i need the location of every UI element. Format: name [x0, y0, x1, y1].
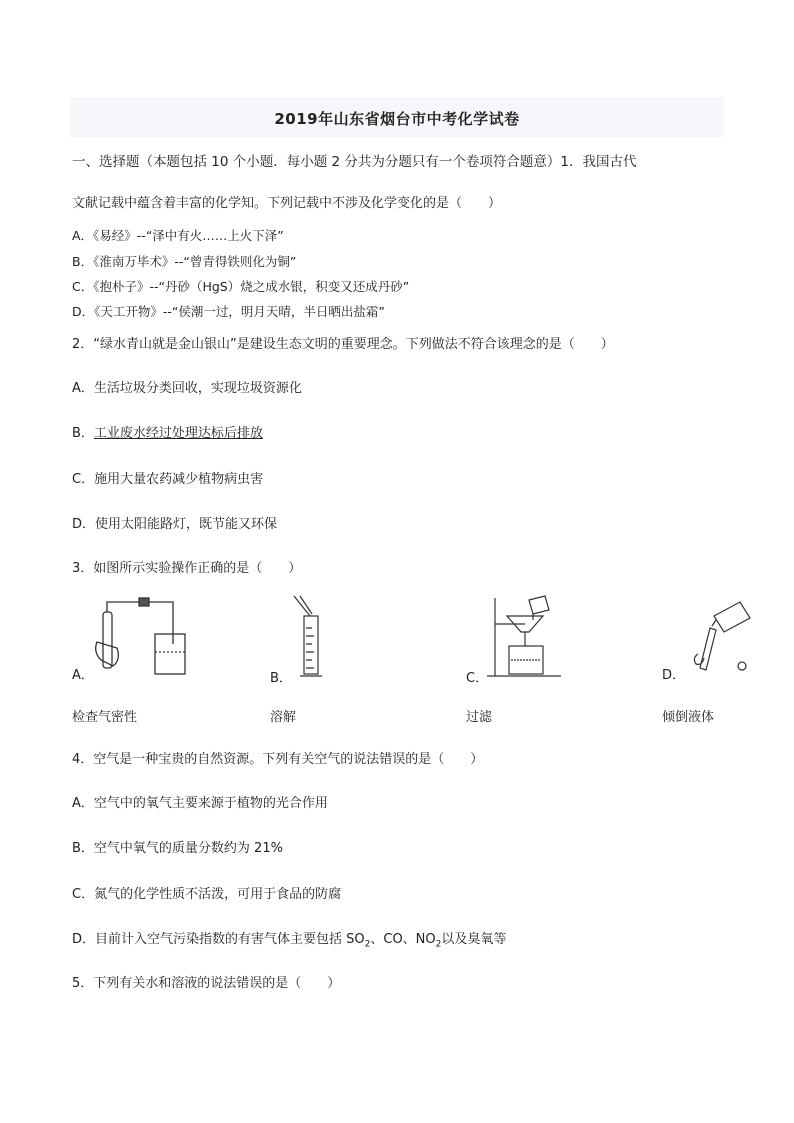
q5-stem: 5．下列有关水和溶液的说法错误的是（ ） — [72, 976, 341, 991]
q4-option-d-pre: D．目前计入空气污染指数的有害气体主要包括 SO — [72, 932, 365, 947]
q1-stem: 文献记载中蕴含着丰富的化学知。下列记载中不涉及化学变化的是（ ） — [72, 196, 502, 211]
q3-option-b-letter: B． — [270, 671, 292, 686]
q3-option-a-caption: 检查气密性 — [72, 710, 138, 725]
q3-option-b-caption: 溶解 — [270, 710, 297, 725]
q2-option-d: D．使用太阳能路灯，既节能又环保 — [72, 517, 278, 532]
q4-stem: 4．空气是一种宝贵的自然资源。下列有关空气的说法错误的是（ ） — [72, 752, 484, 767]
q3-stem: 3．如图所示实验操作正确的是（ ） — [72, 561, 302, 576]
q4-option-d-post: 以及臭氧等 — [441, 932, 507, 947]
q3-option-c-letter: C． — [466, 671, 489, 686]
q3-option-d-caption: 倾倒液体 — [662, 710, 715, 725]
q4-option-d — [72, 928, 506, 950]
q4-option-b: B．空气中氧气的质量分数约为 21% — [72, 841, 283, 856]
filtration-apparatus-icon — [485, 594, 565, 684]
q1-option-d: D．《天工开物》--“侯潮一过，明月天晴，半日晒出盐霜” — [72, 304, 385, 319]
q4-option-d-sub1: 2 — [364, 939, 371, 950]
graduated-cylinder-icon — [290, 594, 330, 684]
q1-option-b: B．《淮南万毕术》--“曾青得铁则化为铜” — [72, 254, 297, 269]
q2-option-c: C．施用大量农药减少植物病虫害 — [72, 472, 264, 487]
q2-option-b-letter: B． — [72, 426, 94, 441]
q4-option-d-mid: 、CO、NO — [370, 932, 436, 947]
q3-option-a-letter: A． — [72, 668, 94, 683]
q4-option-d-sub2: 2 — [435, 939, 442, 950]
q2-stem: 2．“绿水青山就是金山银山”是建设生态文明的重要理念。下列做法不符合该理念的是（ ） — [72, 337, 614, 352]
q2-option-b-text: 工业废水经过处理达标后排放 — [93, 426, 263, 441]
section-header: 一、选择题（本题包括 10 个小题．每小题 2 分共为分题只有一个卷项符合题意）1．我国古代 — [72, 154, 637, 170]
q2-option-a: A．生活垃圾分类回收，实现垃圾资源化 — [72, 381, 302, 396]
q1-option-a: A．《易经》--“泽中有火……上火下泽” — [72, 228, 284, 243]
page-title: 2019年山东省烟台市中考化学试卷 — [274, 110, 520, 128]
q1-option-c: C．《抱朴子》--“丹砂（HgS）烧之成水银，积变又还成丹砂” — [72, 279, 410, 294]
q4-option-c: C．氮气的化学性质不活泼，可用于食品的防腐 — [72, 887, 342, 902]
pouring-liquid-icon — [684, 598, 754, 678]
airtightness-check-icon — [95, 594, 195, 684]
q4-option-a: A．空气中的氧气主要来源于植物的光合作用 — [72, 796, 328, 811]
q2-option-b — [72, 422, 263, 441]
q3-option-d-letter: D． — [662, 668, 686, 683]
q3-option-c-caption: 过滤 — [466, 710, 493, 725]
